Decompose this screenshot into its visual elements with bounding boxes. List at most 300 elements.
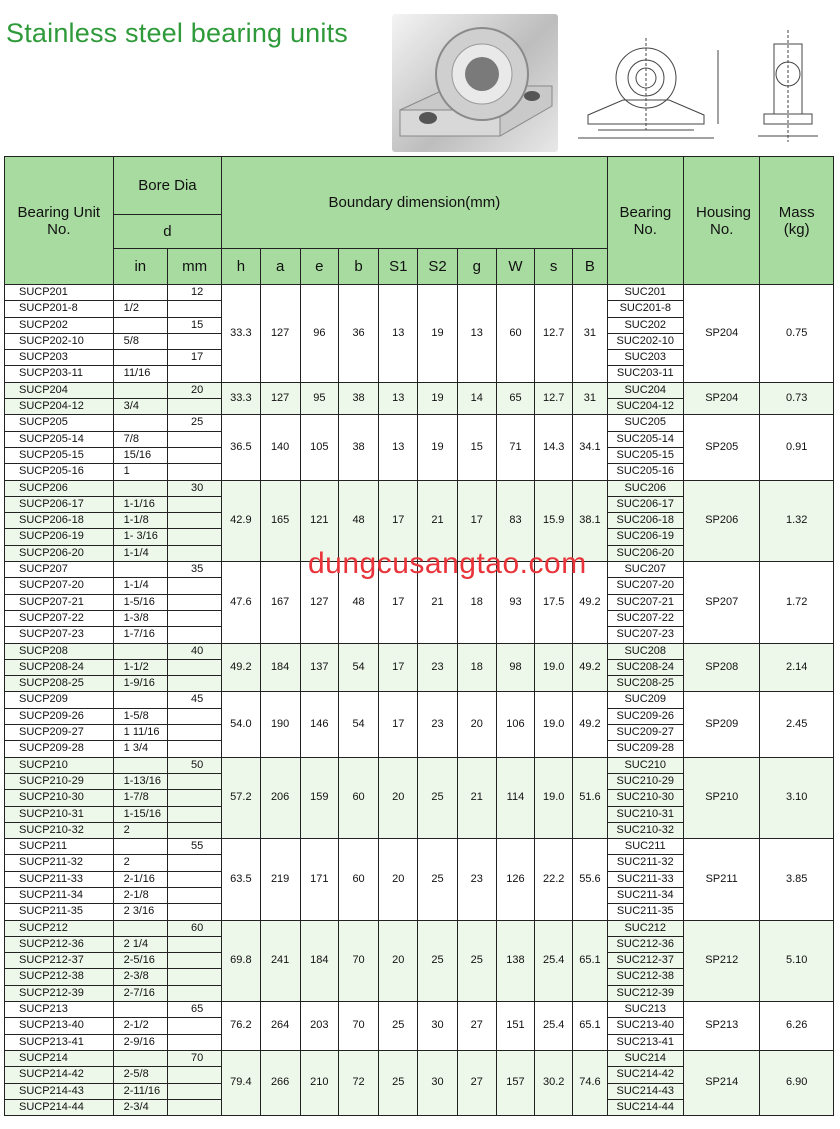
cell-bore-in: 2 3/16 [113,904,167,920]
cell-dim-b: 38 [338,415,378,480]
cell-unit-no: SUCP203 [5,350,114,366]
cell-bearing-no: SUC209-27 [607,725,683,741]
cell-dim-b: 31 [573,382,607,415]
cell-dim-g: 15 [457,415,496,480]
cell-bore-in: 1 3/4 [113,741,167,757]
col-dim-h: h [222,249,260,285]
cell-bore-in: 2-9/16 [113,1034,167,1050]
col-dim-a: a [260,249,300,285]
cell-dim-w: 151 [496,1002,534,1051]
table-row [5,839,834,855]
cell-bore-mm [167,1018,221,1034]
col-dim-g: g [457,249,496,285]
cell-dim-s2: 23 [418,643,457,692]
cell-bore-mm [167,594,221,610]
cell-dim-a: 167 [260,562,300,643]
cell-dim-g: 23 [457,839,496,920]
cell-bearing-no: SUC202 [607,317,683,333]
cell-bore-mm: 70 [167,1050,221,1066]
cell-unit-no: SUCP206-17 [5,496,114,512]
cell-bore-mm [167,366,221,382]
cell-dim-b: 70 [338,920,378,1001]
cell-dim-s: 19.0 [535,692,573,757]
cell-housing-no: SP204 [683,285,759,383]
cell-unit-no: SUCP206-18 [5,513,114,529]
cell-dim-e: 210 [300,1050,338,1115]
cell-bearing-no: SUC212-39 [607,985,683,1001]
cell-bearing-no: SUC206-18 [607,513,683,529]
cell-bore-in: 2-7/16 [113,985,167,1001]
cell-dim-g: 14 [457,382,496,415]
cell-dim-b: 60 [338,757,378,838]
table-row [5,1050,834,1066]
cell-dim-s1: 20 [379,839,418,920]
cell-unit-no: SUCP202-10 [5,333,114,349]
cell-bearing-no: SUC201-8 [607,301,683,317]
cell-dim-s1: 17 [379,562,418,643]
cell-bearing-no: SUC212 [607,920,683,936]
cell-housing-no: SP209 [683,692,759,757]
cell-unit-no: SUCP212-36 [5,936,114,952]
cell-bore-mm [167,496,221,512]
cell-dim-b: 70 [338,1002,378,1051]
cell-unit-no: SUCP207-22 [5,610,114,626]
cell-dim-a: 241 [260,920,300,1001]
cell-bore-mm: 50 [167,757,221,773]
cell-bore-mm [167,431,221,447]
cell-bore-in [113,839,167,855]
cell-bore-mm: 55 [167,839,221,855]
cell-bearing-no: SUC214-42 [607,1067,683,1083]
cell-unit-no: SUCP205-14 [5,431,114,447]
cell-unit-no: SUCP214-42 [5,1067,114,1083]
cell-mass: 6.26 [760,1002,834,1051]
cell-bore-in: 5/8 [113,333,167,349]
cell-unit-no: SUCP208 [5,643,114,659]
cell-bore-mm: 45 [167,692,221,708]
cell-bearing-no: SUC204 [607,382,683,398]
table-header [5,157,834,285]
col-dim-w: W [496,249,534,285]
cell-bore-in [113,1050,167,1066]
cell-dim-w: 126 [496,839,534,920]
cell-dim-w: 93 [496,562,534,643]
cell-bearing-no: SUC208-24 [607,659,683,675]
table-row [5,757,834,773]
cell-bore-mm [167,1067,221,1083]
cell-bore-in: 2 [113,855,167,871]
cell-bearing-no: SUC214 [607,1050,683,1066]
cell-unit-no: SUCP212 [5,920,114,936]
cell-bore-in: 2-1/16 [113,871,167,887]
cell-housing-no: SP205 [683,415,759,480]
cell-bore-in [113,562,167,578]
table-row [5,382,834,398]
bearing-unit-photo [392,14,558,152]
cell-dim-h: 69.8 [222,920,260,1001]
cell-dim-s2: 25 [418,757,457,838]
cell-dim-w: 83 [496,480,534,561]
cell-dim-s: 12.7 [535,382,573,415]
cell-dim-g: 27 [457,1002,496,1051]
cell-dim-b: 49.2 [573,562,607,643]
cell-bearing-no: SUC206-20 [607,545,683,561]
cell-unit-no: SUCP214-44 [5,1099,114,1115]
cell-housing-no: SP206 [683,480,759,561]
cell-bore-mm [167,887,221,903]
cell-dim-a: 264 [260,1002,300,1051]
cell-dim-b: 31 [573,285,607,383]
cell-bore-in: 1-1/2 [113,659,167,675]
col-bearing-no: Bearing No. [607,157,683,285]
cell-bore-mm [167,871,221,887]
table-row [5,692,834,708]
cell-mass: 2.14 [760,643,834,692]
cell-dim-w: 114 [496,757,534,838]
cell-bearing-no: SUC205 [607,415,683,431]
cell-unit-no: SUCP204-12 [5,399,114,415]
cell-bore-mm [167,953,221,969]
cell-dim-g: 25 [457,920,496,1001]
cell-dim-s: 30.2 [535,1050,573,1115]
cell-bore-mm: 30 [167,480,221,496]
cell-bore-in: 2-1/8 [113,887,167,903]
cell-bore-in: 1- 3/16 [113,529,167,545]
cell-bearing-no: SUC208 [607,643,683,659]
cell-bore-mm [167,659,221,675]
cell-bore-in: 1-1/16 [113,496,167,512]
cell-dim-s2: 30 [418,1002,457,1051]
cell-dim-e: 171 [300,839,338,920]
col-mass: Mass (kg) [760,157,834,285]
cell-bearing-no: SUC211-34 [607,887,683,903]
cell-housing-no: SP213 [683,1002,759,1051]
cell-bearing-no: SUC205-15 [607,447,683,463]
cell-bore-in: 1-15/16 [113,806,167,822]
cell-dim-s2: 19 [418,415,457,480]
cell-dim-s: 19.0 [535,757,573,838]
cell-bearing-no: SUC211-35 [607,904,683,920]
cell-dim-e: 184 [300,920,338,1001]
cell-bearing-no: SUC212-36 [607,936,683,952]
cell-dim-g: 17 [457,480,496,561]
cell-unit-no: SUCP213 [5,1002,114,1018]
cell-dim-s: 17.5 [535,562,573,643]
col-dim-s: s [535,249,573,285]
cell-bearing-no: SUC207-21 [607,594,683,610]
cell-dim-h: 63.5 [222,839,260,920]
cell-bearing-no: SUC205-14 [607,431,683,447]
cell-bore-in: 1-5/8 [113,708,167,724]
cell-dim-e: 127 [300,562,338,643]
cell-housing-no: SP204 [683,382,759,415]
side-view-drawing [748,24,834,148]
cell-bore-mm [167,513,221,529]
cell-bore-in [113,1002,167,1018]
cell-mass: 6.90 [760,1050,834,1115]
cell-unit-no: SUCP210-29 [5,773,114,789]
cell-bore-mm: 25 [167,415,221,431]
cell-bore-mm [167,822,221,838]
cell-unit-no: SUCP209-28 [5,741,114,757]
cell-dim-h: 33.3 [222,285,260,383]
cell-bore-mm [167,936,221,952]
cell-dim-g: 27 [457,1050,496,1115]
cell-bore-mm [167,1034,221,1050]
cell-unit-no: SUCP211-35 [5,904,114,920]
cell-dim-h: 76.2 [222,1002,260,1051]
cell-bore-mm [167,447,221,463]
cell-dim-b: 38.1 [573,480,607,561]
cell-dim-b: 60 [338,839,378,920]
cell-unit-no: SUCP212-39 [5,985,114,1001]
table-row [5,285,834,301]
front-view-drawing [568,30,738,155]
cell-dim-h: 47.6 [222,562,260,643]
cell-mass: 0.91 [760,415,834,480]
cell-bearing-no: SUC207-20 [607,578,683,594]
cell-dim-a: 127 [260,382,300,415]
cell-unit-no: SUCP206-20 [5,545,114,561]
cell-dim-s2: 23 [418,692,457,757]
cell-bearing-no: SUC208-25 [607,676,683,692]
cell-bore-mm [167,904,221,920]
cell-unit-no: SUCP210-32 [5,822,114,838]
cell-dim-e: 121 [300,480,338,561]
cell-dim-s2: 19 [418,285,457,383]
cell-dim-s: 19.0 [535,643,573,692]
cell-bore-in: 15/16 [113,447,167,463]
cell-bore-mm [167,790,221,806]
cell-dim-s1: 20 [379,757,418,838]
cell-unit-no: SUCP211-34 [5,887,114,903]
cell-unit-no: SUCP205-16 [5,464,114,480]
cell-bore-mm: 40 [167,643,221,659]
cell-bore-in: 7/8 [113,431,167,447]
cell-dim-e: 146 [300,692,338,757]
cell-unit-no: SUCP202 [5,317,114,333]
cell-dim-e: 96 [300,285,338,383]
cell-bearing-no: SUC203-11 [607,366,683,382]
cell-unit-no: SUCP212-37 [5,953,114,969]
cell-bore-in: 2-5/8 [113,1067,167,1083]
cell-unit-no: SUCP210 [5,757,114,773]
cell-dim-a: 127 [260,285,300,383]
cell-unit-no: SUCP205-15 [5,447,114,463]
cell-bearing-no: SUC210-30 [607,790,683,806]
cell-dim-b: 65.1 [573,1002,607,1051]
cell-bearing-no: SUC211-32 [607,855,683,871]
cell-bearing-no: SUC212-38 [607,969,683,985]
cell-dim-s1: 17 [379,480,418,561]
cell-dim-s2: 25 [418,920,457,1001]
cell-bearing-no: SUC211 [607,839,683,855]
cell-dim-b: 49.2 [573,692,607,757]
cell-dim-s1: 13 [379,382,418,415]
cell-bore-mm [167,708,221,724]
cell-bore-mm [167,725,221,741]
cell-dim-g: 18 [457,562,496,643]
cell-dim-b: 51.6 [573,757,607,838]
col-dim-s1: S1 [379,249,418,285]
cell-bearing-no: SUC201 [607,285,683,301]
cell-bore-in: 2 1/4 [113,936,167,952]
cell-bore-mm [167,985,221,1001]
cell-dim-w: 157 [496,1050,534,1115]
table-body [5,285,834,1116]
cell-dim-s2: 25 [418,839,457,920]
cell-bore-in [113,643,167,659]
cell-bore-mm [167,545,221,561]
cell-unit-no: SUCP211 [5,839,114,855]
cell-bore-in [113,415,167,431]
cell-dim-g: 13 [457,285,496,383]
cell-dim-w: 98 [496,643,534,692]
cell-bearing-no: SUC212-37 [607,953,683,969]
cell-dim-s: 25.4 [535,920,573,1001]
cell-dim-b: 48 [338,562,378,643]
watermark: dungcusangtao.com [308,547,587,580]
cell-unit-no: SUCP213-41 [5,1034,114,1050]
cell-dim-s: 22.2 [535,839,573,920]
cell-unit-no: SUCP207-20 [5,578,114,594]
cell-bore-mm [167,627,221,643]
cell-dim-g: 18 [457,643,496,692]
cell-mass: 5.10 [760,920,834,1001]
cell-bearing-no: SUC205-16 [607,464,683,480]
cell-housing-no: SP207 [683,562,759,643]
cell-bore-in: 1 [113,464,167,480]
cell-dim-e: 105 [300,415,338,480]
cell-unit-no: SUCP203-11 [5,366,114,382]
cell-dim-w: 65 [496,382,534,415]
table-row [5,643,834,659]
cell-dim-s: 15.9 [535,480,573,561]
cell-bore-mm [167,578,221,594]
cell-bore-mm: 20 [167,382,221,398]
cell-bore-in: 2-1/2 [113,1018,167,1034]
cell-dim-b: 49.2 [573,643,607,692]
cell-unit-no: SUCP201 [5,285,114,301]
cell-bearing-no: SUC210-29 [607,773,683,789]
cell-dim-h: 57.2 [222,757,260,838]
cell-dim-b: 36 [338,285,378,383]
cell-mass: 1.32 [760,480,834,561]
cell-dim-a: 140 [260,415,300,480]
cell-unit-no: SUCP212-38 [5,969,114,985]
table-row [5,480,834,496]
cell-bore-in [113,382,167,398]
cell-housing-no: SP211 [683,839,759,920]
cell-dim-a: 219 [260,839,300,920]
cell-bearing-no: SUC207-23 [607,627,683,643]
col-dim-b: b [338,249,378,285]
cell-unit-no: SUCP205 [5,415,114,431]
cell-bore-mm [167,676,221,692]
cell-bearing-no: SUC210-32 [607,822,683,838]
cell-dim-w: 60 [496,285,534,383]
cell-unit-no: SUCP209-27 [5,725,114,741]
cell-dim-b: 74.6 [573,1050,607,1115]
cell-dim-b: 54 [338,692,378,757]
table-row [5,415,834,431]
cell-bearing-no: SUC209 [607,692,683,708]
bearing-table [4,156,834,1116]
cell-bore-in [113,285,167,301]
cell-dim-w: 71 [496,415,534,480]
cell-dim-b: 34.1 [573,415,607,480]
cell-dim-b: 54 [338,643,378,692]
cell-bore-in: 1-1/4 [113,578,167,594]
cell-dim-s1: 25 [379,1050,418,1115]
cell-bearing-no: SUC210-31 [607,806,683,822]
cell-housing-no: SP214 [683,1050,759,1115]
cell-unit-no: SUCP209-26 [5,708,114,724]
cell-unit-no: SUCP210-31 [5,806,114,822]
cell-dim-e: 95 [300,382,338,415]
cell-dim-b: 72 [338,1050,378,1115]
cell-bore-in: 1-1/4 [113,545,167,561]
cell-bore-mm: 65 [167,1002,221,1018]
cell-dim-g: 21 [457,757,496,838]
cell-dim-h: 54.0 [222,692,260,757]
cell-dim-s2: 19 [418,382,457,415]
cell-bore-in [113,692,167,708]
cell-dim-s: 25.4 [535,1002,573,1051]
cell-dim-s: 14.3 [535,415,573,480]
cell-dim-s1: 25 [379,1002,418,1051]
cell-dim-e: 137 [300,643,338,692]
cell-dim-b: 38 [338,382,378,415]
cell-bearing-no: SUC209-26 [607,708,683,724]
cell-unit-no: SUCP207-23 [5,627,114,643]
cell-bore-in: 1-1/8 [113,513,167,529]
cell-bore-in: 1-3/8 [113,610,167,626]
cell-bearing-no: SUC214-43 [607,1083,683,1099]
cell-unit-no: SUCP214 [5,1050,114,1066]
cell-dim-w: 106 [496,692,534,757]
cell-bore-in: 1-13/16 [113,773,167,789]
page-title: Stainless steel bearing units [6,18,348,48]
cell-bore-in [113,350,167,366]
cell-bore-mm [167,529,221,545]
cell-bearing-no: SUC209-28 [607,741,683,757]
cell-unit-no: SUCP209 [5,692,114,708]
cell-bore-mm [167,1099,221,1115]
cell-bore-mm [167,399,221,415]
cell-bearing-no: SUC213 [607,1002,683,1018]
cell-bearing-no: SUC206 [607,480,683,496]
cell-unit-no: SUCP210-30 [5,790,114,806]
cell-bearing-no: SUC213-40 [607,1018,683,1034]
cell-dim-g: 20 [457,692,496,757]
cell-bore-in [113,317,167,333]
cell-unit-no: SUCP201-8 [5,301,114,317]
cell-bore-mm [167,1083,221,1099]
cell-bore-in: 1-7/16 [113,627,167,643]
cell-bore-mm [167,806,221,822]
cell-dim-h: 36.5 [222,415,260,480]
col-bearing-unit: Bearing Unit No. [5,157,114,285]
col-in: in [113,249,167,285]
cell-dim-b: 48 [338,480,378,561]
cell-bearing-no: SUC210 [607,757,683,773]
cell-mass: 0.75 [760,285,834,383]
cell-bore-in: 1-7/8 [113,790,167,806]
cell-bore-in [113,757,167,773]
cell-housing-no: SP208 [683,643,759,692]
cell-dim-a: 266 [260,1050,300,1115]
